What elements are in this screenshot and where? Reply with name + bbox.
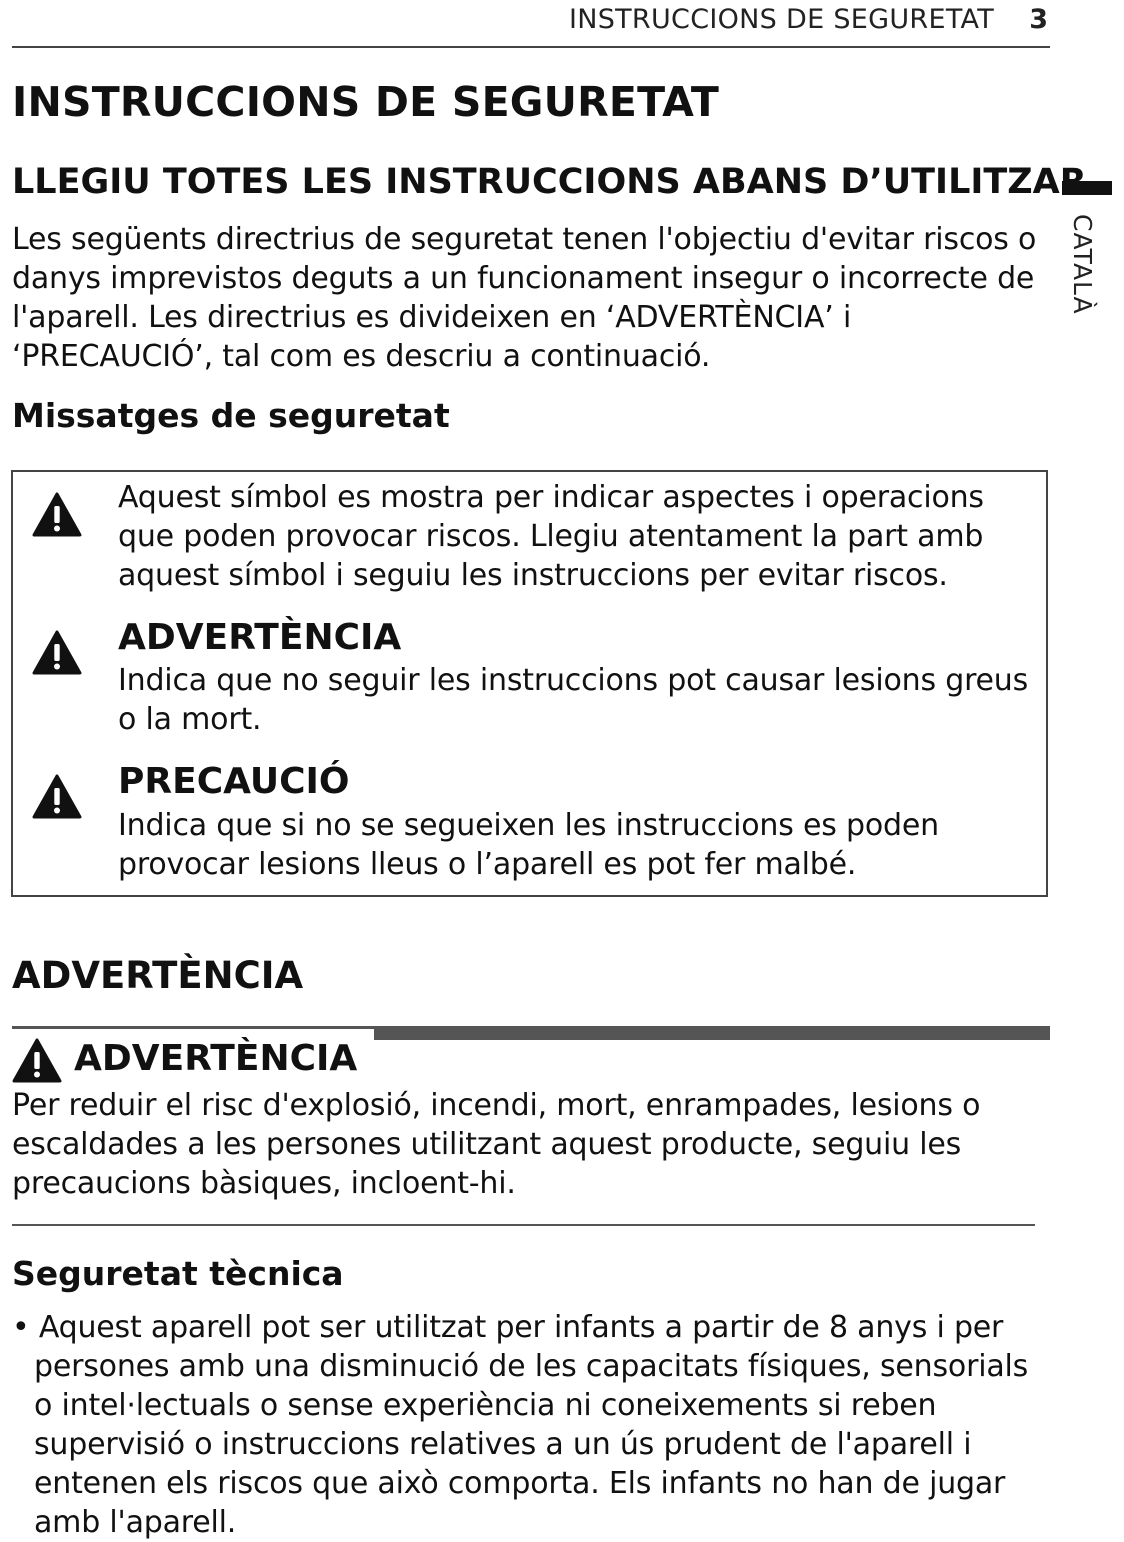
technical-safety-heading: Seguretat tècnica	[12, 1254, 344, 1293]
warning-triangle-icon	[32, 492, 82, 537]
warning-triangle-icon	[32, 774, 82, 819]
warning-triangle-icon	[32, 630, 82, 675]
warning-level-title: ADVERTÈNCIA	[118, 617, 402, 658]
warning-level-description: Indica que no seguir les instruccions pot causar lesions greus o la mort.	[118, 663, 1029, 737]
intro-paragraph: Les següents directrius de seguretat tenen l'objectiu d'evitar riscos o danys imprevistos deguts a un funcionament insegur o incorrecte de l'aparell. Les directrius es divideixen en ‘ADVERTÈNCIA’ i ‘PRECAUCIÓ’, tal com es descriu a continuació.	[12, 222, 1037, 374]
section-subtitle: LLEGIU TOTES LES INSTRUCCIONS ABANS D’UTILITZAR	[12, 162, 1087, 202]
caution-level-title: PRECAUCIÓ	[118, 761, 350, 802]
header-divider	[12, 46, 1050, 48]
warning-box-text: Per reduir el risc d'explosió, incendi, mort, enrampades, lesions o escaldades a les persones utilitzant aquest producte, seguiu les precaucions bàsiques, incloent-hi.	[12, 1088, 981, 1201]
warning-box-rule-thick	[374, 1026, 1050, 1040]
warning-box-bottom-rule	[12, 1224, 1035, 1226]
list-item-text: Aquest aparell pot ser utilitzat per infants a partir de 8 anys i per persones amb una disminució de les capacitats físiques, sensorials o intel·lectuals o sense experiència ni coneixements si reben supervisió o instruccions relatives a un ús prudent de l'aparell i entenen els riscos que això comporta. Els infants no han de jugar amb l'aparell.	[34, 1310, 1029, 1540]
running-header-title: INSTRUCCIONS DE SEGURETAT	[568, 4, 994, 35]
language-tab-label: CATALÀ	[1068, 214, 1097, 315]
warning-section-heading: ADVERTÈNCIA	[12, 954, 304, 997]
warning-triangle-icon	[12, 1038, 62, 1083]
page-number: 3	[1029, 4, 1048, 35]
technical-safety-list	[12, 1308, 1052, 1542]
safety-symbol-description: Aquest símbol es mostra per indicar aspectes i operacions que poden provocar riscos. Llegiu atentament la part amb aquest símbol i seguiu les instruccions per evitar riscos.	[118, 480, 984, 593]
safety-messages-heading: Missatges de seguretat	[12, 396, 450, 435]
list-item	[12, 1308, 1052, 1542]
bullet-symbol: •	[12, 1310, 30, 1345]
warning-box-title: ADVERTÈNCIA	[74, 1038, 358, 1079]
caution-level-description: Indica que si no se segueixen les instruccions es poden provocar lesions lleus o l’aparell es pot fer malbé.	[118, 808, 939, 882]
warning-box-rule-thin	[12, 1026, 374, 1029]
page-title: INSTRUCCIONS DE SEGURETAT	[12, 78, 720, 126]
